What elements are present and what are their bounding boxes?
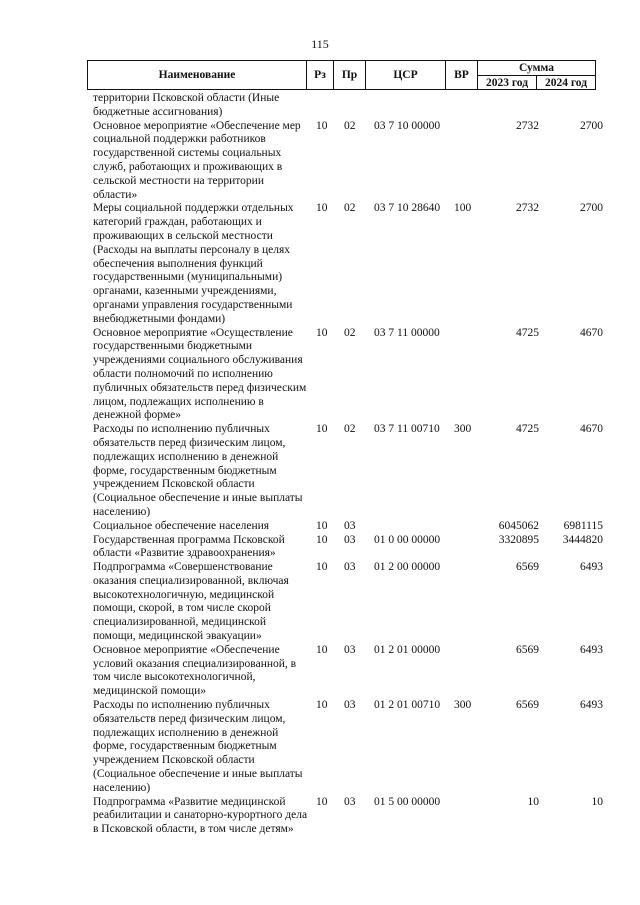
row-pr: 03 [344,699,356,712]
table-row [93,534,613,562]
header-sum: Сумма [478,61,596,76]
row-sum-2023: 4725 [516,326,539,339]
header-name: Наименование [88,61,307,90]
row-rz: 10 [316,561,328,574]
row-csr: 03 7 10 00000 [374,119,441,132]
table-row [93,202,613,326]
table-row [93,520,613,534]
row-csr: 01 0 00 00000 [374,533,441,546]
row-csr: 01 5 00 00000 [374,795,441,808]
table-row [93,644,613,699]
header-rz: Рз [307,61,334,90]
row-sum-2024: 2700 [580,202,603,215]
row-sum-2024: 6981115 [563,519,603,532]
row-csr: 03 7 11 00710 [374,423,440,436]
row-csr: 01 2 01 00710 [374,699,441,712]
row-rz: 10 [316,699,328,712]
row-rz: 10 [316,326,328,339]
row-sum-2023: 10 [527,795,539,808]
table-row [93,423,613,520]
table-row [93,92,613,120]
row-name: Социальное обеспечение населения [93,519,270,532]
table-row [93,120,613,203]
row-vr: 100 [454,202,472,215]
row-rz: 10 [316,119,328,132]
row-sum-2024: 6493 [580,699,603,712]
header-pr: Пр [334,61,366,90]
row-rz: 10 [316,643,328,656]
header-2024: 2024 год [537,76,596,90]
row-sum-2024: 4670 [580,423,603,436]
row-name: Основное мероприятие «Осуществление государственными бюджетными учреждениями социального обслуживания области полномочий по исполнению публичных обязательств перед физическим лицом, подлежащих исполнению в денежной форме» [93,326,307,422]
row-sum-2023: 3320895 [498,533,539,546]
row-sum-2023: 6569 [516,561,539,574]
row-pr: 02 [344,202,356,215]
row-pr: 03 [344,795,356,808]
row-pr: 02 [344,119,356,132]
row-sum-2023: 6569 [516,643,539,656]
row-pr: 02 [344,326,356,339]
row-name: территории Псковской области (Иные бюджетные ассигнования) [93,92,280,118]
row-csr: 03 7 11 00000 [374,326,440,339]
row-name: Подпрограмма «Совершенствование оказания специализированной, включая высокотехнологичную, медицинской помощи, скорой, в том числе скорой специализированной, медицинской помощи, медицинской эвакуации» [93,561,289,643]
row-csr: 03 7 10 28640 [374,202,441,215]
row-sum-2023: 2732 [516,202,539,215]
row-sum-2023: 2732 [516,119,539,132]
row-sum-2024: 2700 [580,119,603,132]
table-row [93,796,613,837]
row-sum-2024: 3444820 [562,533,603,546]
row-rz: 10 [316,795,328,808]
row-vr: 300 [454,423,472,436]
header-vr: ВР [446,61,478,90]
header-2023: 2023 год [478,76,537,90]
row-vr: 300 [454,699,472,712]
row-pr: 03 [344,643,356,656]
row-pr: 03 [344,561,356,574]
row-sum-2024: 6493 [580,561,603,574]
row-sum-2024: 6493 [580,643,603,656]
row-sum-2023: 6569 [516,699,539,712]
page-number: 115 [311,37,329,51]
row-rz: 10 [316,202,328,215]
table-row [93,699,613,796]
row-rz: 10 [316,533,328,546]
row-pr: 02 [344,423,356,436]
row-csr: 01 2 01 00000 [374,643,441,656]
table-body [93,92,613,837]
row-pr: 03 [344,533,356,546]
header-csr: ЦСР [366,61,446,90]
row-pr: 03 [344,519,356,532]
row-name: Государственная программа Псковской области «Развитие здравоохранения» [93,533,285,560]
row-name: Основное мероприятие «Обеспечение мер социальной поддержки работников государственной системы социальных служб, работающих и проживающих в сельской местности на территории области» [93,119,301,201]
row-rz: 10 [316,519,328,532]
row-sum-2024: 4670 [580,326,603,339]
row-rz: 10 [316,423,328,436]
row-sum-2024: 10 [591,795,603,808]
row-name: Подпрограмма «Развитие медицинской реабилитации и санаторно-курортного дела в Псковской области, в том числе детям» [93,795,308,836]
row-name: Меры социальной поддержки отдельных категорий граждан, работающих и проживающих в сельской местности (Расходы на выплаты персоналу в целях обеспечения выполнения функций государственными (муниципальными) органами, казенными учреждениями, органами управления государственными внебюджетными фондами) [93,202,294,325]
table-row [93,561,613,644]
table-row [93,327,613,424]
row-name: Основное мероприятие «Обеспечение условий оказания специализированной, в том числе высокотехнологичной, медицинской помощи» [93,643,297,698]
table-header [87,60,596,90]
row-sum-2023: 4725 [516,423,539,436]
row-name: Расходы по исполнению публичных обязательств перед физическим лицом, подлежащих исполнению в денежной форме, государственным бюджетным учреждением Псковской области (Социальное обеспечение и иные выплаты населению) [93,699,303,794]
row-sum-2023: 6045062 [498,519,539,532]
row-name: Расходы по исполнению публичных обязательств перед физическим лицом, подлежащих исполнению в денежной форме, государственным бюджетным учреждением Псковской области (Социальное обеспечение и иные выплаты населению) [93,423,303,518]
row-csr: 01 2 00 00000 [374,561,441,574]
